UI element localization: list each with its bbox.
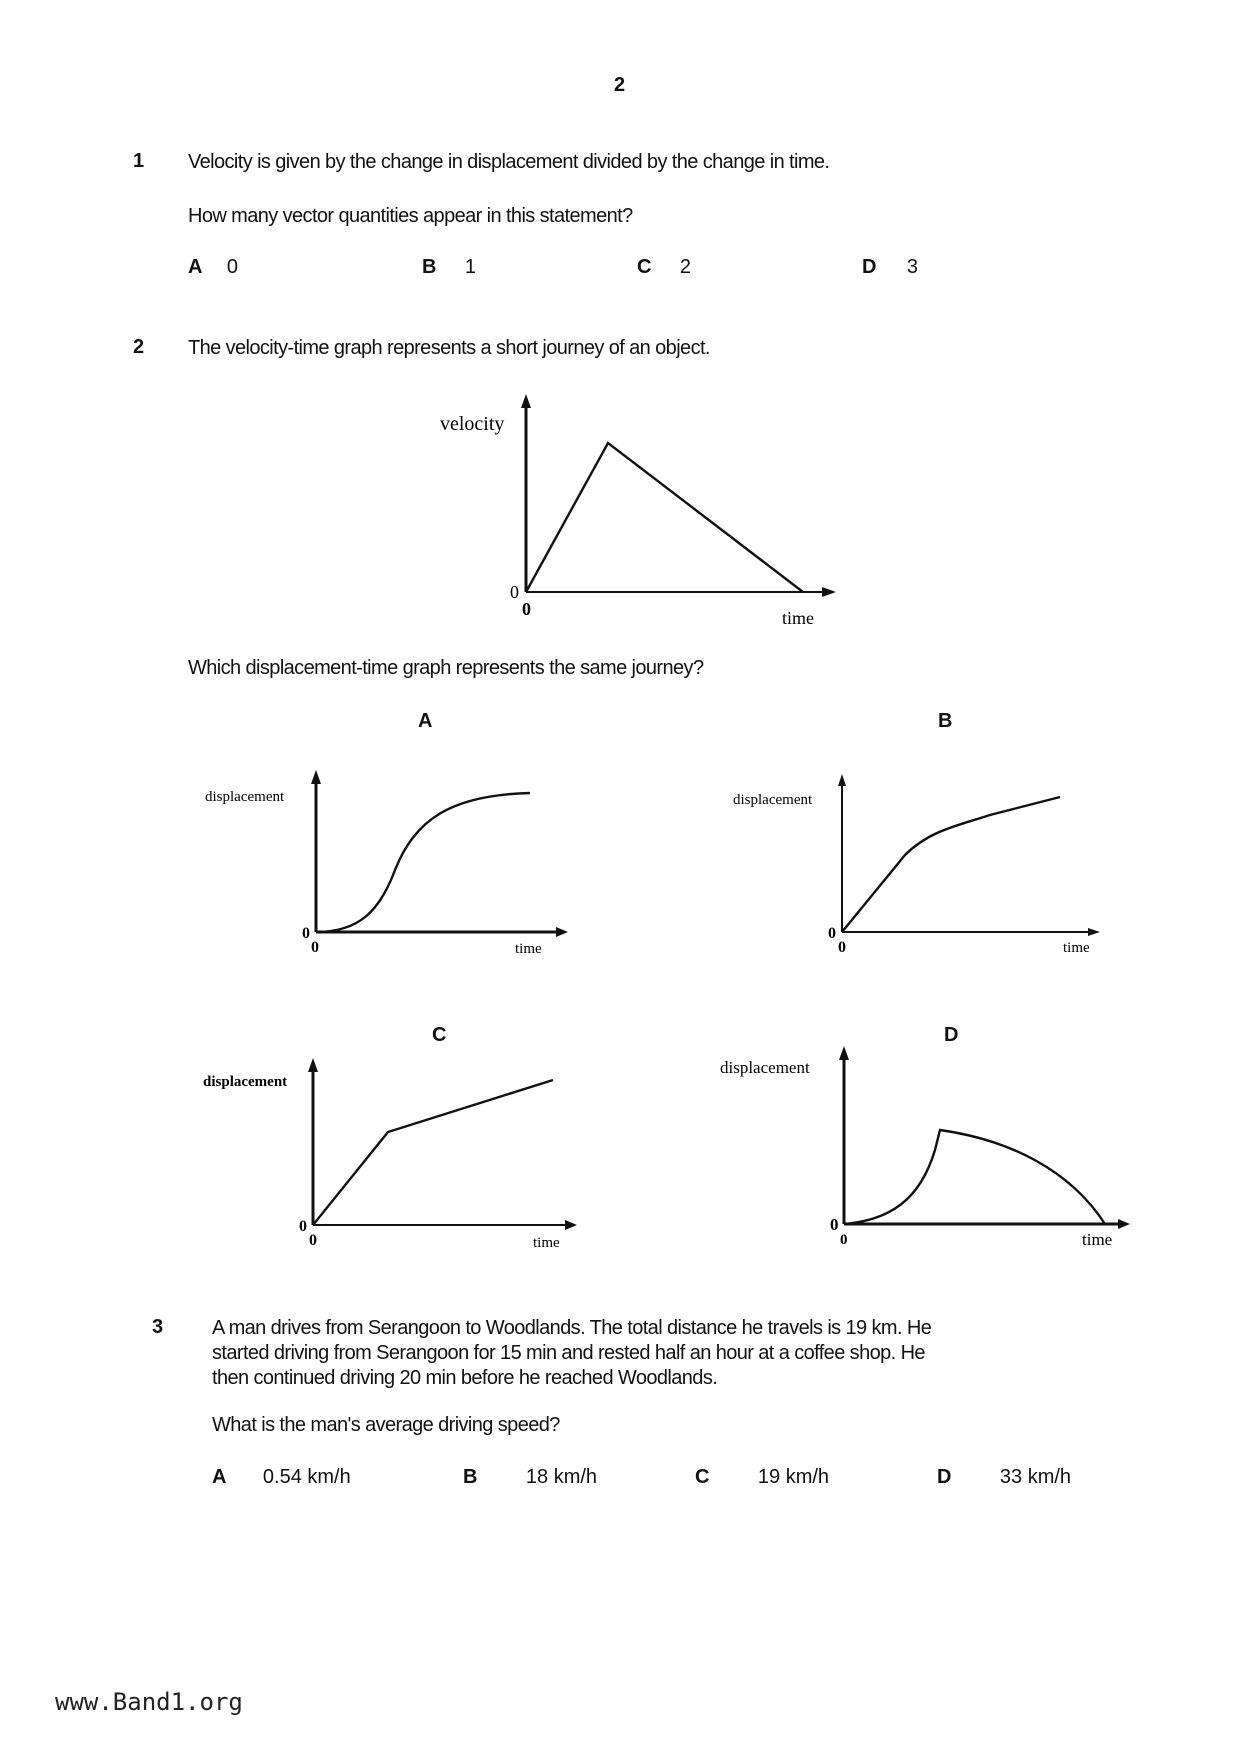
q2-option-c-graph[interactable] xyxy=(195,1050,595,1270)
origin-y-label: 0 xyxy=(510,582,519,602)
question-1-prompt: How many vector quantities appear in this statement? xyxy=(188,205,633,227)
page-number: 2 xyxy=(613,74,626,96)
question-2-number: 2 xyxy=(133,336,145,358)
question-3-prompt: What is the man's average driving speed? xyxy=(212,1414,560,1436)
option-value: 3 xyxy=(906,256,919,278)
question-3-number: 3 xyxy=(152,1316,164,1338)
option-value: 0.54 km/h xyxy=(262,1466,351,1488)
option-value: 0 xyxy=(226,256,239,278)
option-letter: C xyxy=(637,256,652,278)
question-1-stem: Velocity is given by the change in displacement divided by the change in time. xyxy=(188,151,830,173)
q3-option-c[interactable] xyxy=(695,1466,829,1489)
option-value: 1 xyxy=(464,256,477,278)
y-axis-arrow-icon xyxy=(838,774,846,786)
x-axis-label: time xyxy=(515,941,542,957)
x-axis-arrow-icon xyxy=(1088,928,1100,936)
x-axis-arrow-icon xyxy=(565,1220,577,1230)
origin-y-label: 0 xyxy=(299,1218,307,1235)
y-axis-label: displacement xyxy=(205,789,285,805)
x-axis-arrow-icon xyxy=(822,587,836,597)
q1-option-a[interactable] xyxy=(188,256,238,279)
x-axis-arrow-icon xyxy=(556,927,568,937)
q2-option-b-graph[interactable] xyxy=(720,760,1120,970)
option-letter: B xyxy=(422,256,437,278)
footer-url[interactable]: www.Band1.org xyxy=(55,1688,243,1716)
q3-option-a[interactable] xyxy=(212,1466,351,1489)
option-letter: C xyxy=(695,1466,710,1488)
question-3-stem xyxy=(212,1316,931,1391)
stem-line: then continued driving 20 min before he reached Woodlands. xyxy=(212,1367,718,1389)
q1-option-d[interactable] xyxy=(862,256,918,279)
q2-option-b-title[interactable]: B xyxy=(938,710,953,732)
q2-option-c-title[interactable]: C xyxy=(432,1024,447,1046)
y-axis-label: displacement xyxy=(733,792,813,808)
y-axis-label: displacement xyxy=(720,1058,810,1077)
question-2-stem: The velocity-time graph represents a short journey of an object. xyxy=(188,337,710,359)
displacement-line xyxy=(313,1080,553,1225)
option-letter: D xyxy=(862,256,877,278)
option-value: 33 km/h xyxy=(999,1466,1072,1488)
x-axis-arrow-icon xyxy=(1118,1219,1130,1229)
option-letter: A xyxy=(212,1466,227,1488)
displacement-curve xyxy=(316,793,530,932)
y-axis-arrow-icon xyxy=(521,394,531,408)
x-axis-label: time xyxy=(782,608,814,628)
stem-line: A man drives from Serangoon to Woodlands. The total distance he travels is 19 km. He xyxy=(212,1317,932,1339)
option-letter: D xyxy=(937,1466,952,1488)
option-value: 19 km/h xyxy=(757,1466,830,1488)
x-axis-label: time xyxy=(1082,1230,1113,1249)
x-axis-label: time xyxy=(1063,940,1090,956)
velocity-time-graph xyxy=(430,390,850,630)
displacement-curve xyxy=(842,797,1060,932)
velocity-line xyxy=(526,443,803,592)
q1-option-c[interactable] xyxy=(637,256,691,279)
y-axis-label: displacement xyxy=(203,1074,288,1090)
option-value: 2 xyxy=(679,256,692,278)
q2-option-d-title[interactable]: D xyxy=(944,1024,959,1046)
q1-option-b[interactable] xyxy=(422,256,476,279)
y-axis-arrow-icon xyxy=(839,1046,849,1060)
origin-y-label: 0 xyxy=(830,1215,839,1234)
origin-y-label: 0 xyxy=(302,925,310,942)
q2-option-a-graph[interactable] xyxy=(200,760,580,970)
displacement-curve xyxy=(844,1130,1105,1224)
option-value: 18 km/h xyxy=(525,1466,598,1488)
question-1-number: 1 xyxy=(133,150,145,172)
y-axis-label: velocity xyxy=(440,413,505,435)
option-letter: B xyxy=(463,1466,478,1488)
origin-x-label: 0 xyxy=(311,939,319,956)
origin-x-label: 0 xyxy=(838,939,846,956)
origin-x-label: 0 xyxy=(309,1232,317,1249)
q3-option-b[interactable] xyxy=(463,1466,597,1489)
stem-line: started driving from Serangoon for 15 min and rested half an hour at a coffee shop. He xyxy=(212,1342,925,1364)
q2-option-a-title[interactable]: A xyxy=(418,710,433,732)
q2-option-d-graph[interactable] xyxy=(710,1040,1150,1270)
question-2-prompt: Which displacement-time graph represents the same journey? xyxy=(188,657,704,679)
q3-option-d[interactable] xyxy=(937,1466,1071,1489)
origin-x-label: 0 xyxy=(840,1232,848,1248)
y-axis-arrow-icon xyxy=(308,1058,318,1072)
origin-x-label: 0 xyxy=(522,599,531,619)
y-axis-arrow-icon xyxy=(311,770,321,784)
option-letter: A xyxy=(188,256,203,278)
x-axis-label: time xyxy=(533,1235,560,1251)
origin-y-label: 0 xyxy=(828,925,836,942)
